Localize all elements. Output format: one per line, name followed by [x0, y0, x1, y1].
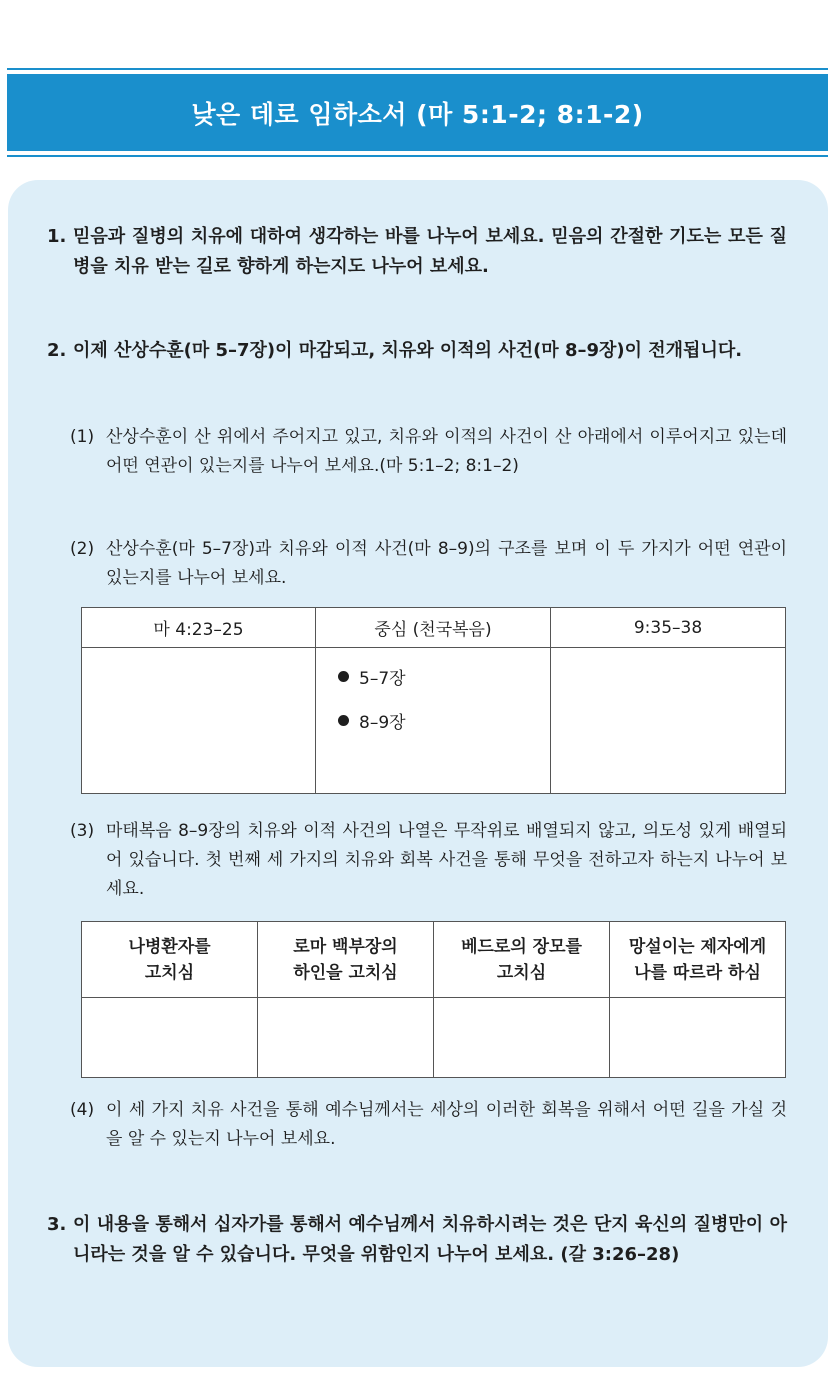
page-title: 낮은 데로 임하소서 (마 5:1-2; 8:1-2): [191, 99, 644, 129]
center-cell: [316, 648, 551, 794]
empty-cell: [551, 648, 786, 794]
header-cell: 9:35–38: [551, 608, 786, 648]
header-cell: 중심 (천국복음): [316, 608, 551, 648]
question-text: 이 내용을 통해서 십자가를 통해서 예수님께서 치유하시려는 것은 단지 육신의 질병만이 아니라는 것을 알 수 있습니다. 무엇을 위함인지 나누어 보세요. (갈 3:26–28): [73, 1214, 787, 1265]
question-number: 2.: [47, 340, 67, 361]
header-cell: 망설이는 제자에게 나를 따르라 하심: [610, 922, 786, 998]
sub-question-number: (1): [70, 427, 95, 447]
empty-cell: [434, 998, 610, 1078]
question-number: 1.: [47, 226, 67, 247]
structure-table: [81, 607, 786, 794]
list-item-text: 5–7장: [359, 668, 406, 689]
title-banner: [7, 68, 828, 157]
header-cell: 로마 백부장의 하인을 고치심: [258, 922, 434, 998]
empty-cell: [610, 998, 786, 1078]
bullet-dot-icon: [338, 715, 349, 726]
header-cell: 마 4:23–25: [82, 608, 316, 648]
sub-question-text: 마태복음 8–9장의 치유와 이적 사건의 나열은 무작위로 배열되지 않고, 의도성 있게 배열되어 있습니다. 첫 번째 세 가지의 치유와 회복 사건을 통해 무엇을 전하고자 하는지 나누어 보세요.: [106, 821, 787, 899]
header-cell: 나병환자를 고치심: [82, 922, 258, 998]
list-item: [338, 664, 550, 688]
bullet-dot-icon: [338, 671, 349, 682]
empty-cell: [82, 998, 258, 1078]
sub-question-number: (4): [70, 1100, 95, 1120]
healing-table: [81, 921, 786, 1078]
list-item: [338, 708, 550, 732]
sub-question-2: [70, 535, 787, 593]
empty-cell: [82, 648, 316, 794]
question-number: 3.: [47, 1214, 67, 1235]
header-cell: 베드로의 장모를 고치심: [434, 922, 610, 998]
title-bar: [7, 74, 828, 151]
sub-question-text: 산상수훈(마 5–7장)과 치유와 이적 사건(마 8–9)의 구조를 보며 이 두 가지가 어떤 연관이 있는지를 나누어 보세요.: [106, 539, 787, 588]
sub-question-number: (3): [70, 821, 95, 841]
empty-cell: [258, 998, 434, 1078]
sub-question-3: [70, 817, 787, 904]
question-3: [47, 1210, 787, 1270]
sub-question-number: (2): [70, 539, 95, 559]
question-text: 믿음과 질병의 치유에 대하여 생각하는 바를 나누어 보세요. 믿음의 간절한 기도는 모든 질병을 치유 받는 길로 향하게 하는지도 나누어 보세요.: [73, 226, 787, 277]
sub-question-text: 이 세 가지 치유 사건을 통해 예수님께서는 세상의 이러한 회복을 위해서 어떤 길을 가실 것을 알 수 있는지 나누어 보세요.: [106, 1100, 787, 1149]
question-2: [47, 336, 787, 366]
sub-question-4: [70, 1096, 787, 1154]
question-1: [47, 222, 787, 282]
sub-question-1: [70, 423, 787, 481]
sub-question-text: 산상수훈이 산 위에서 주어지고 있고, 치유와 이적의 사건이 산 아래에서 이루어지고 있는데 어떤 연관이 있는지를 나누어 보세요.(마 5:1–2; 8:1–2): [106, 427, 787, 476]
list-item-text: 8–9장: [359, 712, 406, 733]
question-text: 이제 산상수훈(마 5–7장)이 마감되고, 치유와 이적의 사건(마 8–9장)이 전개됩니다.: [73, 340, 743, 361]
